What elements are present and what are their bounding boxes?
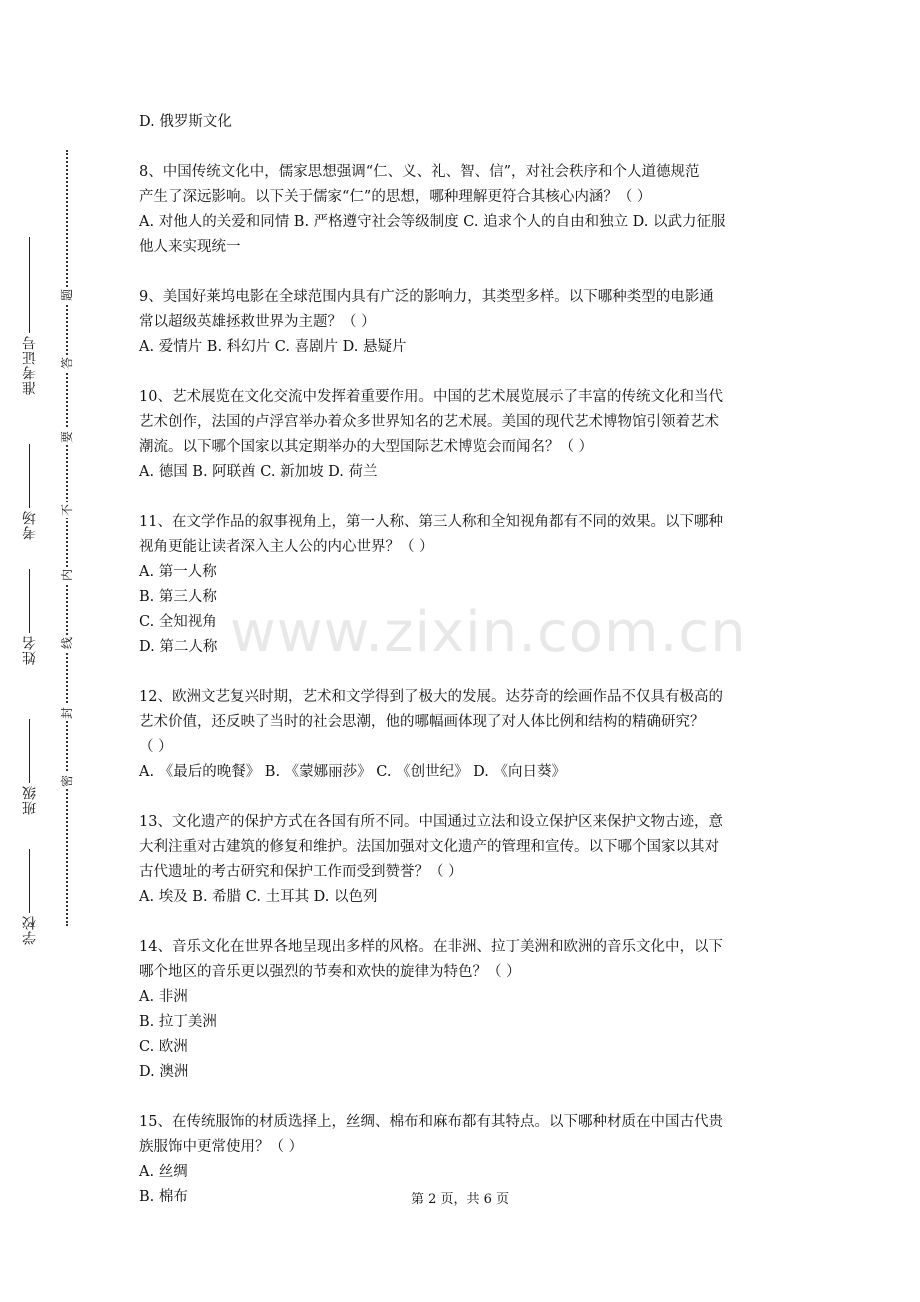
question-line: 视角更能让读者深入主人公的内心世界？（ ） xyxy=(139,539,434,555)
question-line: 常以超级英雄拯救世界为主题？（ ） xyxy=(139,314,376,330)
gutter-field xyxy=(20,849,40,945)
question-line: 哪个地区的音乐更以强烈的节奏和欢快的旋律为特色？（ ） xyxy=(139,964,521,980)
question-q10 xyxy=(139,385,789,485)
question-line: B. 拉丁美洲 xyxy=(139,1014,217,1030)
question-line: 11、在文学作品的叙事视角上，第一人称、第三人称和全知视角都有不同的效果。以下哪种 xyxy=(139,514,723,530)
question-list xyxy=(139,110,789,1235)
question-line: C. 全知视角 xyxy=(139,614,217,630)
gutter-field-label: 姓名 xyxy=(22,635,38,665)
question-line: 大利注重对古建筑的修复和维护。法国加强对文化遗产的管理和宣传。以下哪个国家以其对 xyxy=(139,839,719,855)
gutter-field-label: 学校 xyxy=(22,915,38,945)
gutter-field-blank[interactable] xyxy=(30,237,31,333)
question-line: 潮流。以下哪个国家以其定期举办的大型国际艺术博览会而闻名？（ ） xyxy=(139,439,594,455)
question-line: 族服饰中更常使用？（ ） xyxy=(139,1139,304,1155)
question-line: A. 对他人的关爱和同情 B. 严格遵守社会等级制度 C. 追求个人的自由和独立 D. 以武力征服 xyxy=(139,214,726,230)
question-q13 xyxy=(139,810,789,910)
question-q11 xyxy=(139,510,789,660)
question-line: C. 欧洲 xyxy=(139,1039,188,1055)
gutter-field-blank[interactable] xyxy=(30,849,31,913)
question-line: 艺术创作，法国的卢浮宫举办着众多世界知名的艺术展。美国的现代艺术博物馆引领着艺术 xyxy=(139,414,719,430)
watermark: www.zixin.com.cn xyxy=(230,600,747,665)
question-line: 8、中国传统文化中，儒家思想强调“仁、义、礼、智、信”，对社会秩序和个人道德规范 xyxy=(139,164,700,180)
question-line: 9、美国好莱坞电影在全球范围内具有广泛的影响力，其类型多样。以下哪种类型的电影通 xyxy=(139,289,714,305)
seal-char: 密 xyxy=(60,775,74,788)
seal-char: 线 xyxy=(60,637,74,650)
seal-char: 要 xyxy=(60,431,74,444)
question-line: 14、音乐文化在世界各地呈现出多样的风格。在非洲、拉丁美洲和欧洲的音乐文化中，以下 xyxy=(139,939,723,955)
gutter-field xyxy=(20,569,40,665)
gutter-field xyxy=(20,237,40,395)
gutter-field xyxy=(20,719,40,815)
gutter-field xyxy=(20,444,40,540)
question-line: 他人来实现统一 xyxy=(139,239,241,255)
question-line: B. 棉布 xyxy=(139,1189,188,1205)
seal-char: 答 xyxy=(60,357,74,370)
question-q14 xyxy=(139,935,789,1085)
question-line: 10、艺术展览在文化交流中发挥着重要作用。中国的艺术展览展示了丰富的传统文化和当代 xyxy=(139,389,723,405)
gutter-field-blank[interactable] xyxy=(30,444,31,508)
gutter-field-blank[interactable] xyxy=(30,569,31,633)
question-line: A. 埃及 B. 希腊 C. 土耳其 D. 以色列 xyxy=(139,889,378,905)
question-line: A. 《最后的晚餐》 B. 《蒙娜丽莎》 C. 《创世纪》 D. 《向日葵》 xyxy=(139,764,567,780)
question-q9 xyxy=(139,285,789,360)
question-line: B. 第三人称 xyxy=(139,589,217,605)
question-line: D. 第二人称 xyxy=(139,639,218,655)
page-footer: 第 2 页，共 6 页 xyxy=(410,1192,510,1207)
question-line: 产生了深远影响。以下关于儒家“仁”的思想，哪种理解更符合其核心内涵？（ ） xyxy=(139,189,652,205)
question-line: A. 第一人称 xyxy=(139,564,217,580)
question-line: 艺术价值，还反映了当时的社会思潮，他的哪幅画体现了对人体比例和结构的精确研究？ xyxy=(139,714,705,730)
question-line: A. 非洲 xyxy=(139,989,188,1005)
gutter-field-label: 准考证号 xyxy=(22,335,38,395)
seal-char: 封 xyxy=(60,707,74,720)
gutter-field-label: 考场 xyxy=(22,510,38,540)
question-line: 15、在传统服饰的材质选择上，丝绸、棉布和麻布都有其特点。以下哪种材质在中国古代贵 xyxy=(139,1114,723,1130)
question-line: 古代遗址的考古研究和保护工作而受到赞誉？（ ） xyxy=(139,864,463,880)
question-line: D. 澳洲 xyxy=(139,1064,189,1080)
question-line: A. 德国 B. 阿联酋 C. 新加坡 D. 荷兰 xyxy=(139,464,378,480)
gutter-field-blank[interactable] xyxy=(30,719,31,783)
question-line: （ ） xyxy=(139,739,173,755)
question-q12 xyxy=(139,685,789,785)
question-line: A. 爱情片 B. 科幻片 C. 喜剧片 D. 悬疑片 xyxy=(139,339,407,355)
seal-char: 不 xyxy=(60,504,74,517)
gutter-field-label: 班级 xyxy=(22,785,38,815)
seal-char: 题 xyxy=(60,289,74,302)
question-q8 xyxy=(139,160,789,260)
question-line: D. 俄罗斯文化 xyxy=(139,114,232,130)
question-q7-tail xyxy=(139,110,789,135)
binding-dotted-line xyxy=(66,150,68,926)
question-line: A. 丝绸 xyxy=(139,1164,188,1180)
seal-char: 内 xyxy=(60,569,74,582)
question-line: 12、欧洲文艺复兴时期，艺术和文学得到了极大的发展。达芬奇的绘画作品不仅具有极高的 xyxy=(139,689,723,705)
question-line: 13、文化遗产的保护方式在各国有所不同。中国通过立法和设立保护区来保护文物古迹，意 xyxy=(139,814,723,830)
